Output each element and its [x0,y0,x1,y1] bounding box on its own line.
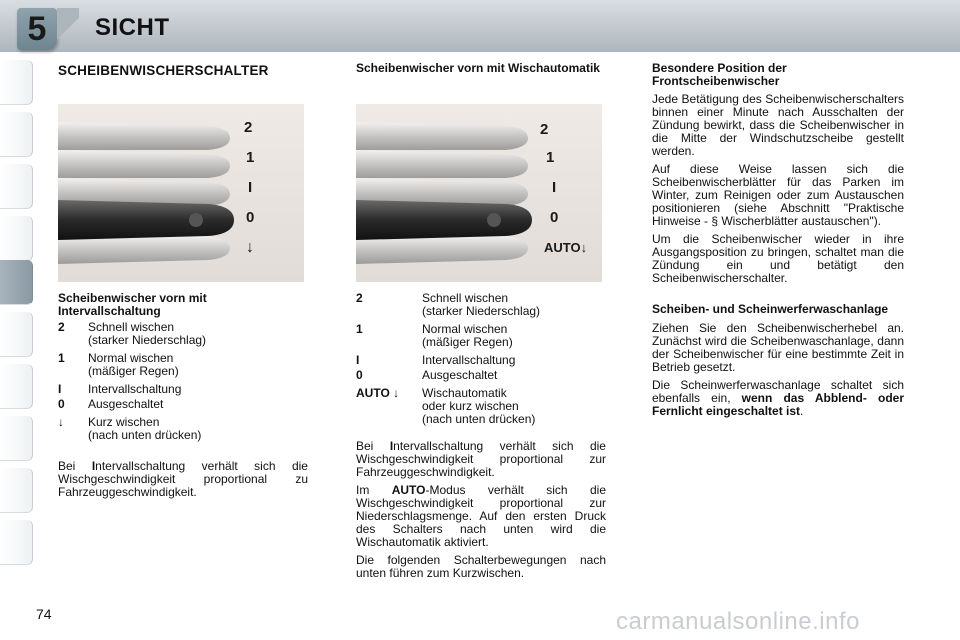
text-run: -Modus verhält sich die Wischgeschwindigkeit proportional zur Niederschlagsmenge. Auf den ersten Druck des Schalters nach unten wird die Wischautomatik aktiviert. [356,483,606,549]
column-2 [356,62,606,75]
item-key: I [356,353,360,367]
list-item [58,383,308,396]
text-run-bold: I [389,439,394,453]
chapter-tab-5-active[interactable] [0,260,33,305]
chapter-tab-2[interactable] [0,112,33,157]
figure-label-1: 1 [246,149,255,166]
wiper-stalk-figure-1 [58,104,304,282]
item-text: Ausgeschaltet [88,397,164,411]
item-text: Wischautomatik oder kurz wischen (nach unten drücken) [422,386,536,426]
chapter-tab-9[interactable] [0,468,33,513]
chapter-badge [17,8,57,50]
section-heading-special: Besondere Position der Frontscheibenwischer [652,61,787,88]
section-heading: SCHEIBENWISCHERSCHALTER [58,63,269,78]
text-run-bold: wenn das Abblend- oder Fernlicht eingeschaltet ist [652,390,904,418]
figure-label-0: 0 [550,209,559,226]
subheading-interval: Scheibenwischer vorn mit Intervallschaltung [58,291,207,318]
body-paragraph [58,460,308,499]
list-item [356,369,606,382]
figure-label-0: 0 [246,209,255,226]
item-key: AUTO ↓ [356,386,400,400]
text-run-bold: AUTO [391,483,426,497]
chapter-tabs [0,60,34,580]
ghost-stalks [356,122,528,264]
body-paragraph: Die folgenden Schalterbewegungen nach unten führen zum Kurzwischen. [356,553,606,580]
text-run: Im [356,483,392,497]
body-paragraph: Ziehen Sie den Scheibenwischerhebel an. Zunächst wird die Scheibenwaschanlage, dann der Scheibenwischer für eine bestimmte Zeit in Betrieb gesetzt. [652,320,904,374]
item-text: Schnell wischen (starker Niederschlag) [88,320,207,347]
column-1-text [58,292,308,504]
wiper-stalk-illustration [58,104,304,282]
watermark: carmanualsonline.info [616,608,860,635]
figure-label-1: 1 [546,149,555,166]
figure-label-I: I [248,179,253,196]
text-run: Die Scheinwerferwaschanlage schaltet sich ebenfalls ein, [652,377,904,405]
figure-label-2: 2 [244,119,253,136]
list-item [356,292,606,318]
text-run: ntervallschaltung verhält sich die Wischgeschwindigkeit proportional zu Fahrzeuggeschwindigkeit. [58,459,308,499]
chapter-title: SICHT [95,14,170,41]
chapter-tab-8[interactable] [0,416,33,461]
chapter-tab-1[interactable] [0,60,33,105]
chapter-number: 5 [27,9,47,48]
list-item [58,321,308,347]
column-1 [58,60,308,77]
chapter-notch [57,8,79,50]
item-key: ↓ [58,415,64,429]
item-key: 1 [356,322,363,336]
body-paragraph: Um die Scheibenwischer wieder in ihre Ausgangsposition zu bringen, schaltet man die Zündung ein und betätigt den Scheibenwischerschalter. [652,232,904,285]
wiper-stalk-illustration-auto [356,104,602,282]
list-item [58,352,308,378]
item-text: Intervallschaltung [422,353,516,367]
chapter-tab-3[interactable] [0,164,33,209]
item-key: 0 [58,397,65,411]
column-2-text [356,292,606,585]
item-text: Normal wischen (mäßiger Regen) [88,351,179,378]
item-text: Intervallschaltung [88,382,182,396]
column-3 [652,62,904,423]
list-item [356,387,606,426]
figure-label-I: I [552,179,557,196]
page-number: 74 [36,606,52,622]
text-run-bold: I [91,459,96,473]
item-key: 1 [58,351,65,365]
list-item [58,398,308,411]
list-item [356,354,606,367]
item-text: Schnell wischen (starker Niederschlag) [422,291,541,318]
chapter-tab-4[interactable] [0,216,33,261]
text-run: . [800,403,804,418]
item-key: I [58,382,62,396]
section-heading-auto: Scheibenwischer vorn mit Wischautomatik [356,61,600,75]
figure-label-2: 2 [540,121,549,138]
item-key: 2 [356,291,363,305]
chapter-tab-10[interactable] [0,520,33,565]
ghost-stalks [58,122,230,264]
main-stalk [58,200,234,240]
body-paragraph [652,379,904,418]
body-paragraph [356,484,606,549]
figure-label-auto: AUTO↓ [544,240,588,255]
item-key: 2 [58,320,65,334]
section-heading-washer: Scheiben- und Scheinwerferwaschanlage [652,302,889,316]
item-text: Ausgeschaltet [422,368,498,382]
list-item [356,323,606,349]
item-text: Normal wischen (mäßiger Regen) [422,322,513,349]
item-text: Kurz wischen (nach unten drücken) [88,415,202,442]
main-stalk [356,200,532,240]
text-run: Bei [58,459,92,473]
body-paragraph [356,440,606,479]
item-key: 0 [356,368,363,382]
text-run: ntervallschaltung verhält sich die Wischgeschwindigkeit proportional zur Fahrzeuggeschwindigkeit. [356,439,606,479]
list-item [58,416,308,442]
figure-label-down: ↓ [246,239,254,256]
chapter-tab-7[interactable] [0,364,33,409]
wiper-stalk-figure-2 [356,104,602,282]
body-paragraph: Jede Betätigung des Scheibenwischerschalters binnen einer Minute nach Ausschalten der Zündung bewirkt, dass die Scheibenwischer in die Mitte der Windschutzscheibe gestellt werden. [652,92,904,158]
text-run: Bei [356,439,390,453]
body-paragraph: Auf diese Weise lassen sich die Scheibenwischerblätter für das Parken im Winter, zum Reinigen oder zum Austauschen positionieren (siehe Abschnitt "Praktische Hinweise - § Wischerblätter austauschen"). [652,162,904,228]
chapter-tab-6[interactable] [0,312,33,357]
